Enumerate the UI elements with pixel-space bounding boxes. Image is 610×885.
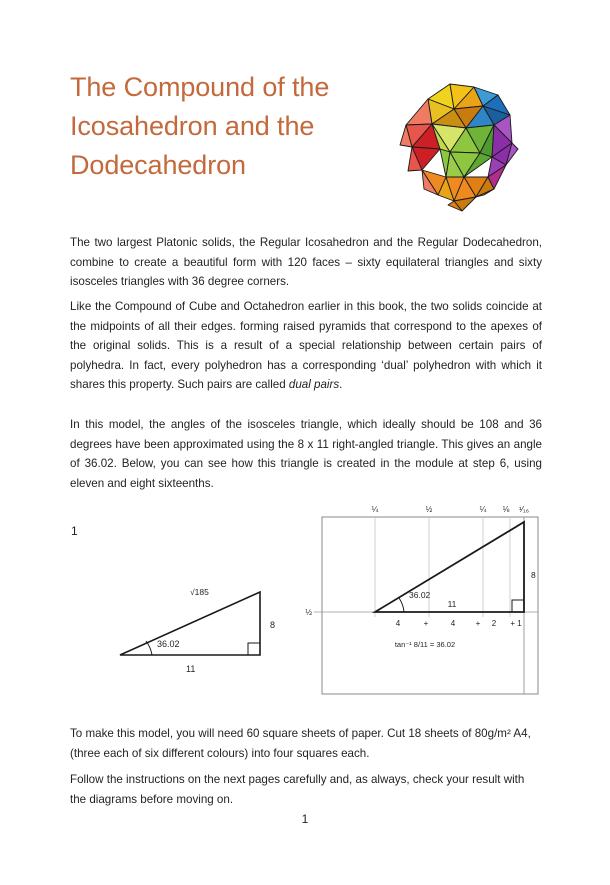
polyhedron-illustration (388, 73, 528, 218)
dual-pairs-emphasis: dual pairs (288, 378, 340, 392)
grid-formula-label: tan⁻¹ 8/11 = 36.02 (394, 640, 456, 649)
paragraph-2-text (70, 297, 542, 395)
paragraph-3 (70, 415, 542, 493)
paragraph-5 (70, 770, 542, 809)
paragraph-1-text: The two largest Platonic solids, the Regular Icosahedron and the Regular Dodecahedron, combine to create a beautiful form with 120 faces – sixty equilateral triangles and sixty isosceles triangles with 36 degree corners. (70, 236, 542, 289)
compound-polyhedron-svg (388, 73, 528, 218)
triangle-hypotenuse-label: √185 (190, 587, 209, 597)
grid-top-tick-5: ¹⁄₁₆ (519, 505, 529, 514)
paragraph-2 (70, 297, 542, 395)
left-triangle-diagram (120, 587, 275, 674)
paragraph-4 (70, 724, 542, 763)
grid-vertical-label: 8 (531, 570, 536, 580)
paragraph-1 (70, 233, 542, 292)
grid-base-label: 11 (447, 599, 457, 609)
triangle-vertical-label: 8 (270, 620, 276, 630)
grid-sum-term-2: 4 (450, 619, 456, 628)
page-title (70, 68, 370, 185)
grid-sum-plus-2: + (475, 619, 481, 628)
figures-svg (0, 500, 610, 710)
page-number: 1 (301, 812, 309, 826)
grid-left-tick: ½ (305, 608, 312, 617)
grid-sum-term-3: 2 (491, 619, 497, 628)
grid-sum-plus-1: + (423, 619, 429, 628)
grid-top-tick-4: ⅛ (502, 505, 510, 514)
grid-sum-term-1: 4 (395, 619, 401, 628)
grid-top-tick-3: ¼ (479, 505, 487, 514)
grid-top-tick-2: ½ (425, 505, 433, 514)
figure-area (0, 500, 610, 710)
grid-sum-term-4: + 1 (510, 619, 522, 628)
step-number-label: 1 (71, 524, 78, 538)
paragraph-2-part-b: . (339, 378, 343, 392)
paragraph-5-text: Follow the instructions on the next pages carefully and, as always, check your result with the diagrams before moving on. (70, 773, 525, 806)
triangle-base-label: 11 (186, 664, 196, 674)
title-line-1: The Compound of the (70, 72, 330, 102)
title-line-2: Icosahedron and the (70, 111, 315, 141)
right-grid-diagram (305, 505, 538, 694)
grid-angle-label: 36.02 (409, 590, 431, 600)
triangle-angle-label: 36.02 (157, 639, 180, 649)
paragraph-3-text: In this model, the angles of the isosceles triangle, which ideally should be 108 and 36 degrees have been approximated using the 8 x 11 right-angled triangle. This gives an angle of 36.02. Below, you can see how this triangle is created in the module at step 6, using eleven and eight sixteenths. (70, 418, 542, 490)
grid-top-tick-1: ¼ (371, 505, 379, 514)
document-header (70, 68, 540, 218)
title-line-3: Dodecahedron (70, 150, 246, 180)
paragraph-2-part-a: Like the Compound of Cube and Octahedron earlier in this book, the two solids coincide at the midpoints of all their edges. forming raised pyramids that correspond to the apexes of the original solids. This is a result of a special relationship between certain pairs of polyhedra. In fact, every polyhedron has a corresponding ‘dual’ polyhedron with which it shares this property. Such pairs are called (70, 300, 542, 392)
paragraph-4-text: To make this model, you will need 60 square sheets of paper. Cut 18 sheets of 80g/m² A4, (three each of six different colours) into four squares each. (70, 727, 531, 760)
